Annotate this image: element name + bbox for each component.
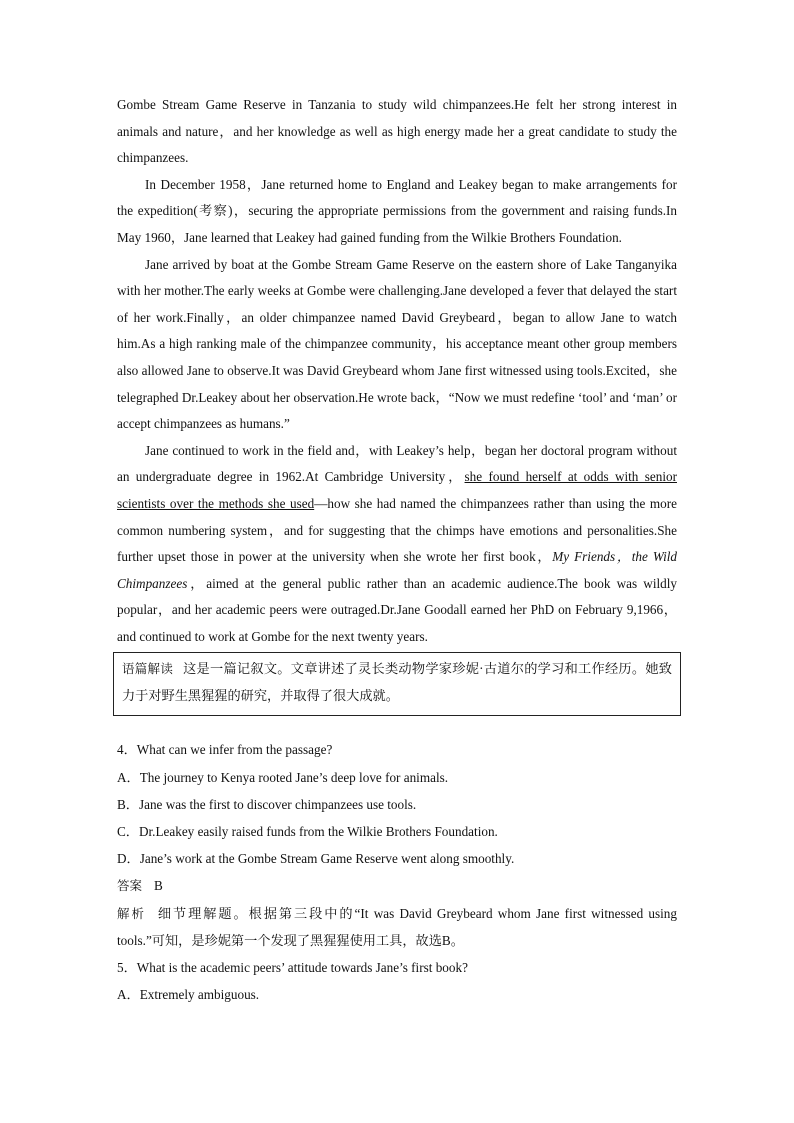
- question-4-option-d: D．Jane’s work at the Gombe Stream Game Reserve went along smoothly.: [117, 851, 515, 867]
- question-4-option-a: A．The journey to Kenya rooted Jane’s deep love for animals.: [117, 769, 449, 785]
- underlined-sentence: she found herself at odds with senior scientists over the methods she used: [117, 469, 677, 511]
- question-4-answer: [117, 872, 677, 899]
- paragraph-4: [117, 438, 677, 651]
- question-4-stem: 4．What can we infer from the passage?: [117, 742, 333, 758]
- answer-label: 答案: [117, 878, 143, 894]
- summary-text: [122, 655, 672, 709]
- question-5-option-a: A．Extremely ambiguous.: [117, 987, 260, 1003]
- paragraph-4-part-c: ，aimed at the general public rather than an academic audience.The book was wildly popular，and her academic peers were outraged.Dr.Jane Goodall earned her PhD on February 9,1966，and continued to work at Gombe for the next twenty years.: [117, 575, 677, 644]
- question-4-option-b: B．Jane was the first to discover chimpanzees use tools.: [117, 796, 417, 812]
- summary-box: [113, 652, 681, 716]
- paragraph-4-part-a: Jane continued to work in the field and，with Leakey’s help，began her doctoral program without an undergraduate degree in 1962.At Cambridge University，: [117, 442, 677, 485]
- paragraph-2: In December 1958，Jane returned home to England and Leakey began to make arrangements for the expedition(考察)，securing the appropriate permissions from the government and raising funds.In May 1960，Jane learned that Leakey had gained funding from the Wilkie Brothers Foundation.: [117, 176, 677, 245]
- summary-body: 这是一篇记叙文。文章讲述了灵长类动物学家珍妮·古道尔的学习和工作经历。她致力于对野生黑猩猩的研究，并取得了很大成就。: [122, 661, 672, 704]
- analysis-text: 细节理解题。根据第三段中的“It was David Greybeard whom Jane first witnessed using tools.”可知，是珍妮第一个发现了黑猩猩使用工具，故选B。: [117, 905, 677, 948]
- answer-value: B: [154, 878, 163, 894]
- question-4-option-c: C．Dr.Leakey easily raised funds from the Wilkie Brothers Foundation.: [117, 824, 498, 840]
- paragraph-3: Jane arrived by boat at the Gombe Stream Game Reserve on the eastern shore of Lake Tanganyika with her mother.The early weeks at Gombe were challenging.Jane developed a fever that delayed the start of her work.Finally，an older chimpanzee named David Greybeard，began to allow Jane to watch him.As a high ranking male of the chimpanzee community，his acceptance meant other group members also allowed Jane to observe.It was David Greybeard whom Jane first witnessed using tools.Excited，she telegraphed Dr.Leakey about her observation.He wrote back，“Now we must redefine ‘tool’ and ‘man’ or accept chimpanzees as humans.”: [117, 256, 677, 432]
- summary-label: 语篇解读: [122, 661, 174, 677]
- paragraph-4-part-b: —how she had named the chimpanzees rather than using the more common numbering system，and for suggesting that the chimps have emotions and personalities.She further upset those in power at the university when she wrote her first book，: [117, 495, 677, 565]
- question-5-stem: 5．What is the academic peers’ attitude towards Jane’s first book?: [117, 960, 468, 976]
- analysis-label: 解析: [117, 905, 146, 921]
- paragraph-1: Gombe Stream Game Reserve in Tanzania to study wild chimpanzees.He felt her strong interest in animals and nature，and her knowledge as well as high energy made her a great candidate to study the chimpanzees.: [117, 97, 677, 166]
- question-4-analysis: [117, 900, 677, 954]
- content-column: [117, 92, 677, 1009]
- book-title: My Friends，the Wild Chimpanzees: [117, 549, 678, 591]
